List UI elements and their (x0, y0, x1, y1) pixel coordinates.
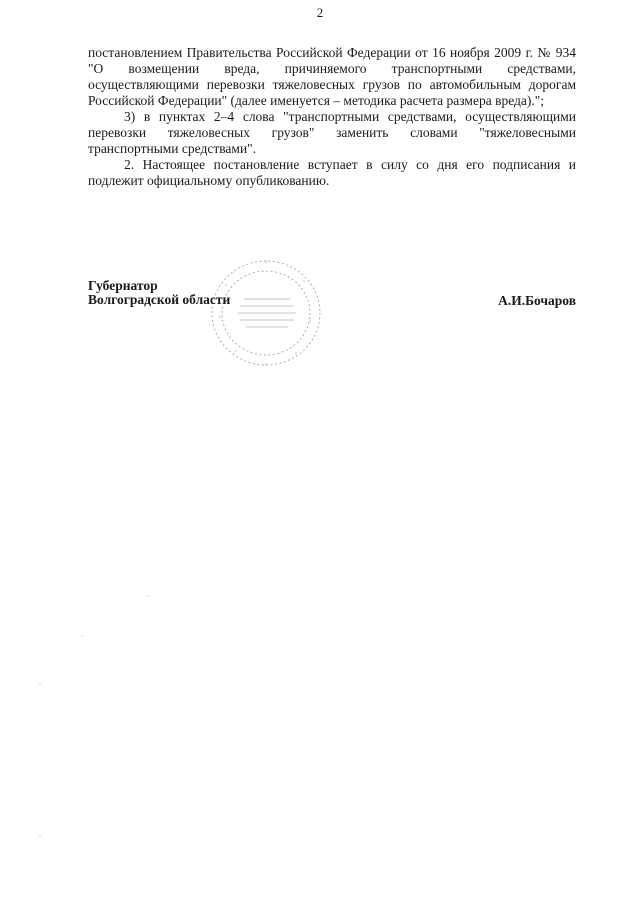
signature-block (88, 275, 576, 375)
signatory-title-line1: Губернатор (88, 278, 158, 293)
signatory-name: А.И.Бочаров (498, 293, 576, 308)
signatory-title (88, 279, 230, 307)
document-body (88, 45, 576, 189)
paragraph-item-3: 3) в пунктах 2–4 слова "транспортными средствами, осуществляющими перевозки тяжеловесных грузов" заменить словами "тяжеловесными транспортными средствами". (88, 109, 576, 156)
page-number: 2 (316, 5, 324, 20)
official-seal-icon (206, 255, 324, 370)
paragraph-continuation: постановлением Правительства Российской Федерации от 16 ноября 2009 г. № 934 "О возмещении вреда, причиняемого транспортными средствами, осуществляющими перевозки тяжеловесных грузов по автомобильным дорогам Российской Федерации" (далее именуется – методика расчета размера вреда)."; (88, 45, 576, 108)
signatory-title-line2: Волгоградской области (88, 292, 231, 307)
paragraph-effective-date: 2. Настоящее постановление вступает в силу со дня его подписания и подлежит официальному опубликованию. (88, 157, 576, 188)
